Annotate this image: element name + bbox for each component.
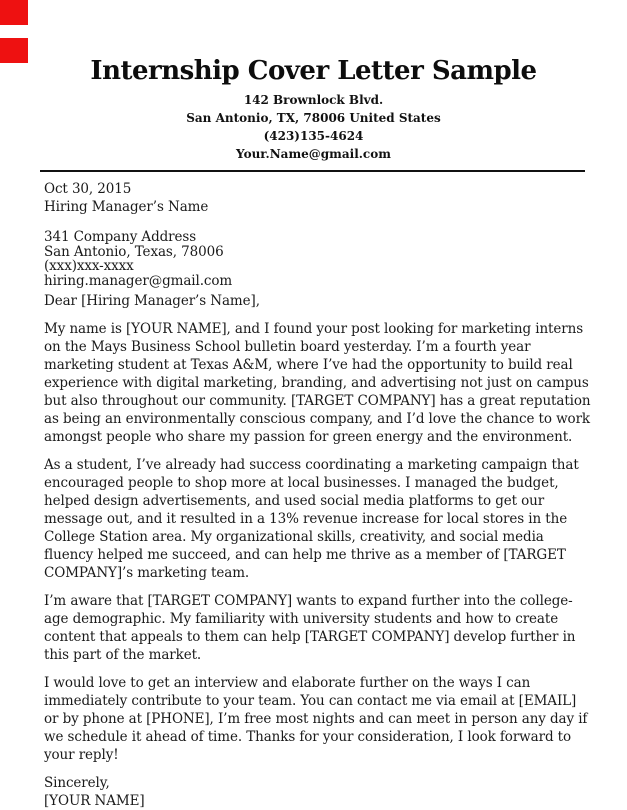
- signature: [YOUR NAME]: [44, 793, 145, 809]
- recipient-address-line: 341 Company Address: [44, 229, 197, 245]
- body-paragraph: I would love to get an interview and elaborate further on the ways I can immediately contribute to your team. You can contact me via email at [EMAIL] or by phone at [PHONE], I’m free most nights and can meet in person any day if we schedule it ahead of time. Thanks for your consideration, I look forward to your reply!: [44, 675, 588, 763]
- page-title: Internship Cover Letter Sample: [90, 56, 537, 86]
- recipient-address-line: (xxx)xxx-xxxx: [44, 258, 134, 274]
- red-square-marker-top: [0, 0, 28, 25]
- letter-body: [44, 180, 592, 810]
- letterhead-email: Your.Name@gmail.com: [236, 147, 391, 161]
- body-paragraph: My name is [YOUR NAME], and I found your post looking for marketing interns on the Mays Business School bulletin board yesterday. I’m a fourth year marketing student at Texas A&M, where I’ve had the opportunity to build real experience with digital marketing, branding, and advertising not just on campus but also throughout our community. [TARGET COMPANY] has a great reputation as being an environmentally conscious company, and I’d love the chance to work amongst people who share my passion for green energy and the environment.: [44, 321, 591, 445]
- red-square-marker-bottom: [0, 38, 28, 63]
- letterhead-street: 142 Brownlock Blvd.: [243, 93, 384, 107]
- recipient-address-block: [44, 230, 592, 288]
- letterhead: [0, 0, 627, 163]
- closing: Sincerely,: [44, 775, 110, 791]
- letterhead-contact-block: [0, 91, 627, 163]
- recipient-name: Hiring Manager’s Name: [44, 199, 209, 215]
- letterhead-phone: (423)135-4624: [263, 129, 364, 143]
- salutation: Dear [Hiring Manager’s Name],: [44, 293, 260, 309]
- body-paragraph: As a student, I’ve already had success coordinating a marketing campaign that encouraged people to shop more at local businesses. I managed the budget, helped design advertisements, and used social media platforms to get our message out, and it resulted in a 13% revenue increase for local stores in the College Station area. My organizational skills, creativity, and social media fluency helped me succeed, and can help me thrive as a member of [TARGET COMPANY]’s marketing team.: [44, 457, 579, 581]
- recipient-address-line: hiring.manager@gmail.com: [44, 272, 233, 289]
- body-paragraph: I’m aware that [TARGET COMPANY] wants to expand further into the college-age demographic. My familiarity with university students and how to create content that appeals to them can help [TARGET COMPANY] develop further in this part of the market.: [44, 593, 576, 663]
- recipient-address-line: San Antonio, Texas, 78006: [44, 243, 224, 260]
- closing-block: [44, 774, 592, 810]
- letterhead-city: San Antonio, TX, 78006 United States: [186, 111, 441, 125]
- header-divider: [40, 170, 585, 172]
- date-line: Oct 30, 2015: [44, 181, 132, 197]
